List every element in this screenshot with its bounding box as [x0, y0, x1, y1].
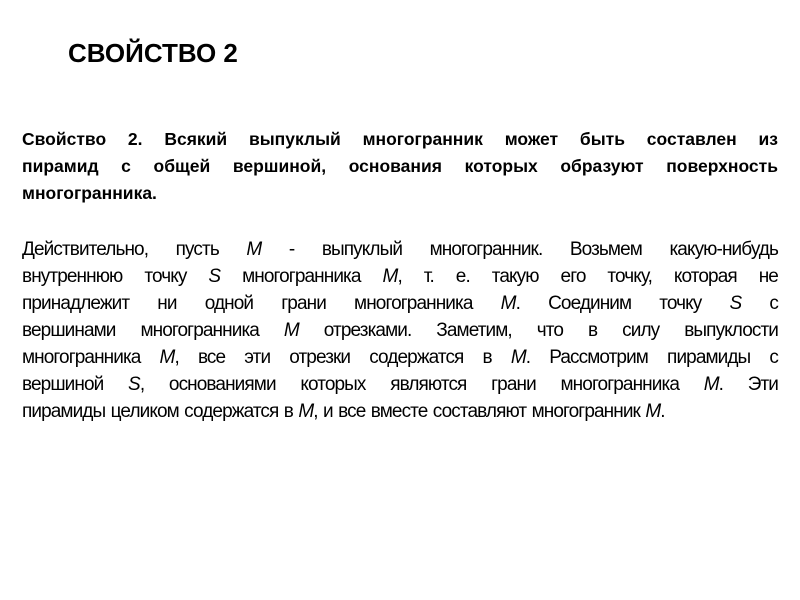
text-line [22, 398, 778, 425]
text-segment: внутреннюю точку [22, 266, 209, 287]
text-line [22, 290, 778, 317]
text-segment: отрезками. Заметим, что в силу выпуклости [298, 320, 778, 341]
text-segment: многогранника [220, 266, 383, 287]
proof-paragraph [22, 236, 778, 425]
math-variable: M [159, 347, 175, 368]
math-variable: M [298, 401, 314, 422]
text-line [22, 344, 778, 371]
text-line [22, 317, 778, 344]
text-segment: Действительно, пусть [22, 239, 247, 260]
math-variable: M [283, 320, 299, 341]
math-variable: S [128, 374, 140, 395]
text-segment: вершинами многогранника [22, 320, 284, 341]
text-segment: многогранника [22, 347, 160, 368]
text-segment: , основаниями которых являются грани многогранника [139, 374, 704, 395]
text-line [22, 236, 778, 263]
text-segment: Свойство 2. Всякий выпуклый многогранник может быть составлен из [22, 129, 778, 149]
text-segment: . [660, 401, 665, 422]
math-variable: M [500, 293, 516, 314]
text-segment: пирамид с общей вершиной, основания которых образуют поверхность [22, 156, 778, 176]
text-segment: , т. е. такую его точку, которая не [397, 266, 778, 287]
text-line [22, 153, 778, 180]
math-variable: M [703, 374, 719, 395]
text-line [22, 126, 778, 153]
math-variable: S [208, 266, 221, 287]
math-variable: M [246, 239, 262, 260]
text-segment: . Рассмотрим пирамиды с [525, 347, 778, 368]
math-variable: M [645, 401, 661, 422]
slide-title: СВОЙСТВО 2 [68, 38, 238, 68]
text-segment: . Соединим точку [515, 293, 730, 314]
text-segment: , и все вместе составляют многогранник [313, 401, 646, 422]
text-segment: многогранника. [22, 183, 157, 203]
text-segment: с [741, 293, 779, 314]
text-segment: принадлежит ни одной грани многогранника [22, 293, 501, 314]
theorem-statement [22, 126, 778, 207]
text-line [22, 263, 778, 290]
text-segment: . Эти [718, 374, 778, 395]
text-line [22, 371, 778, 398]
math-variable: S [729, 293, 742, 314]
text-segment: , все эти отрезки содержатся в [174, 347, 511, 368]
math-variable: M [382, 266, 398, 287]
math-variable: M [510, 347, 526, 368]
text-segment: пирамиды целиком содержатся в [22, 401, 299, 422]
text-segment: - выпуклый многогранник. Возьмем какую-нибудь [261, 239, 778, 260]
text-line [22, 180, 778, 207]
text-segment: вершиной [22, 374, 129, 395]
